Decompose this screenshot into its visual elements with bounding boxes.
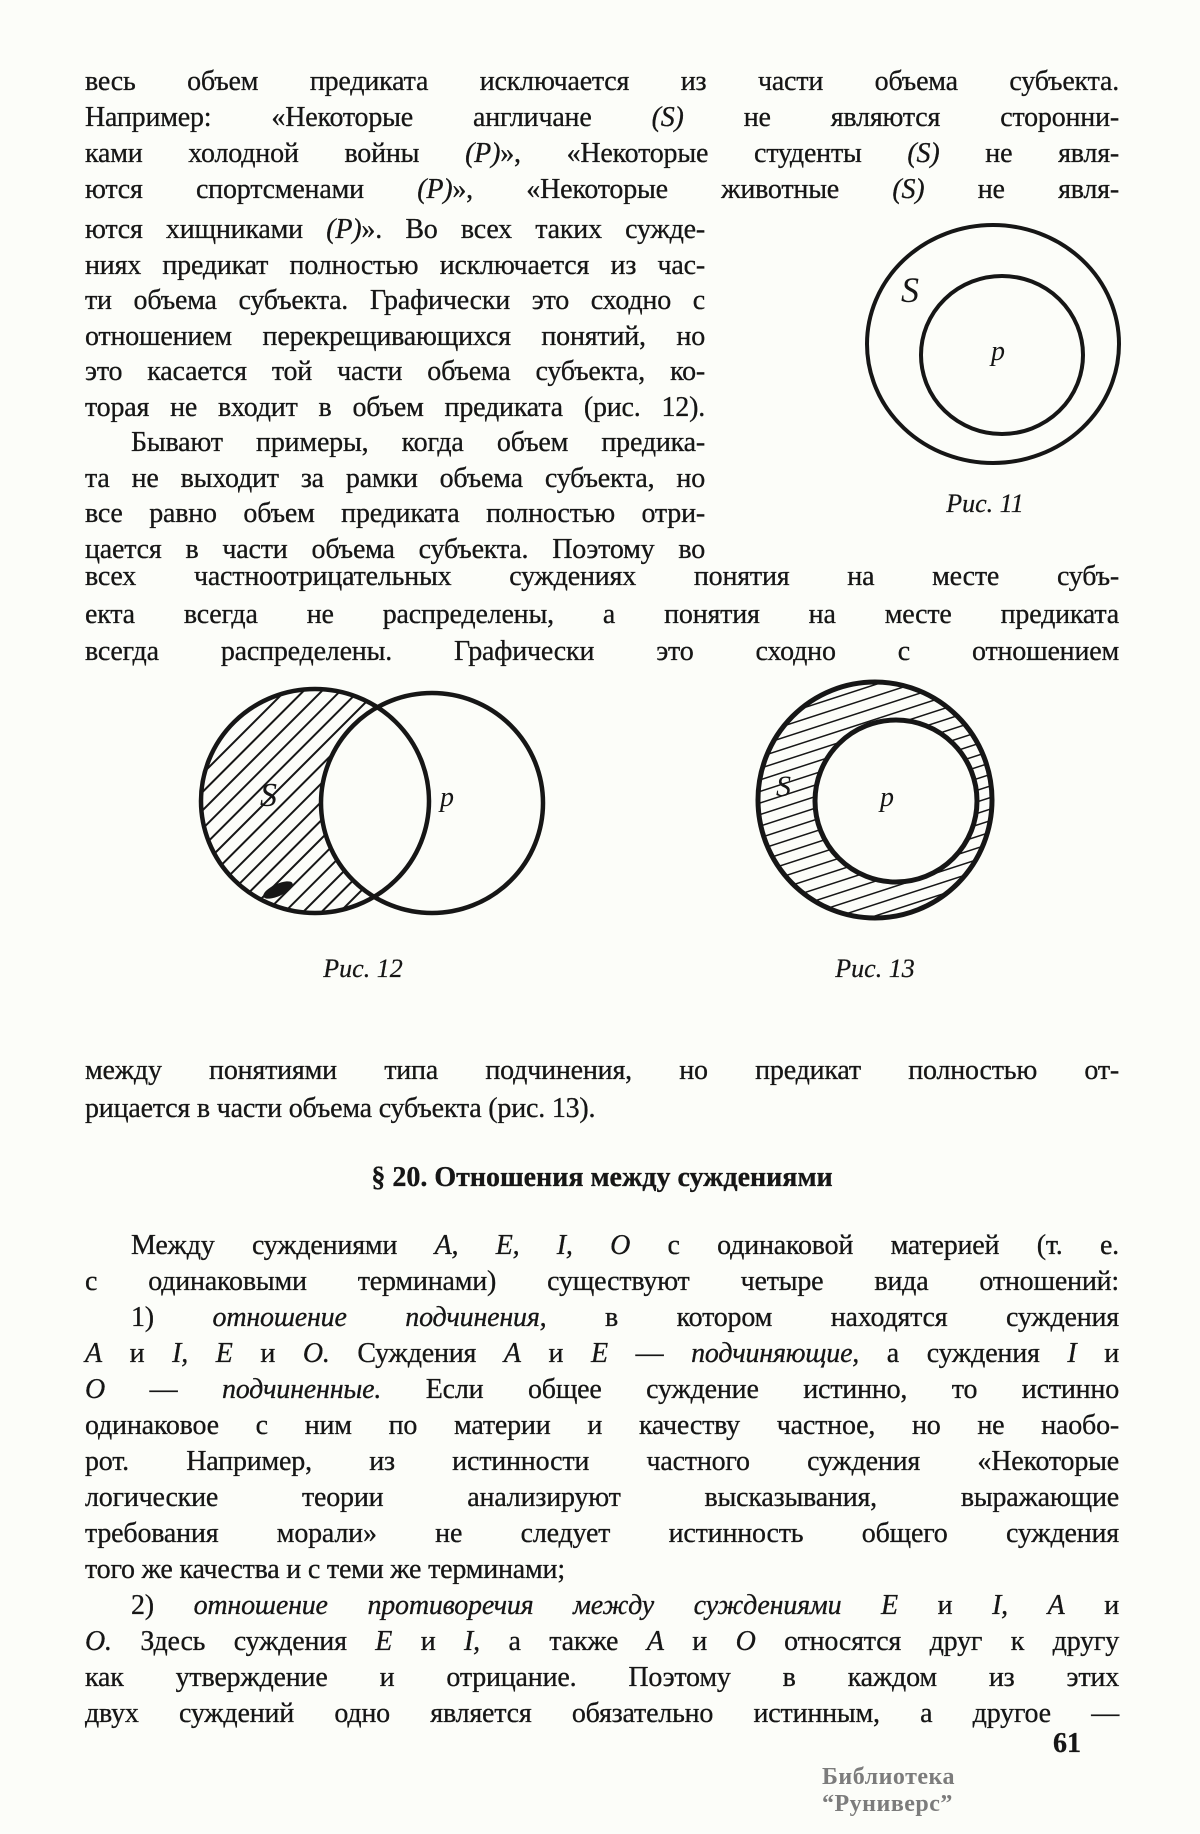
fig11-label-p: p bbox=[991, 336, 1005, 367]
text-line: цается в части объема субъекта. Поэтому во bbox=[85, 533, 705, 565]
page-number: 61 bbox=[1053, 1728, 1081, 1759]
text-line: логические теории анализируют высказывания, выражающие bbox=[85, 1482, 1119, 1513]
text-line: с одинаковыми терминами) существуют четыре вида отношений: bbox=[85, 1266, 1119, 1297]
text-line: А и I, Е и О. Суждения А и Е — подчиняющие, а суждения I и bbox=[85, 1338, 1119, 1369]
paragraph-middle bbox=[85, 558, 1119, 671]
fig13-diagram bbox=[698, 672, 1052, 952]
fig12-label-p: p bbox=[440, 782, 454, 813]
text-line: как утверждение и отрицание. Поэтому в каждом из этих bbox=[85, 1662, 1119, 1693]
text-line: екта всегда не распределены, а понятия на месте предиката bbox=[85, 598, 1119, 630]
text-line: рот. Например, из истинности частного суждения «Некоторые bbox=[85, 1446, 1119, 1477]
text-line: 2) отношение противоречия между суждениями Е и I, А и bbox=[131, 1590, 1119, 1621]
text-line: рицается в части объема субъекта (рис. 13). bbox=[85, 1092, 596, 1124]
fig13-inner-circle bbox=[815, 720, 977, 882]
text-line: Бывают примеры, когда объем предика- bbox=[131, 427, 705, 458]
text-line: между понятиями типа подчинения, но предикат полностью от- bbox=[85, 1055, 1119, 1086]
fig12-caption: Рис. 12 bbox=[323, 954, 403, 983]
text-line: Например: «Некоторые англичане (S) не являются сторонни- bbox=[85, 102, 1119, 133]
fig12-right-circle bbox=[321, 693, 543, 913]
text-line: требования морали» не следует истинность общего суждения bbox=[85, 1518, 1119, 1549]
paragraph-after-figures bbox=[85, 1052, 1119, 1127]
text-line: одинаковое с ним по материи и качеству частное, но не наобо- bbox=[85, 1410, 1119, 1441]
text-line: двух суждений одно является обязательно истинным, а другое — bbox=[85, 1698, 1119, 1729]
fig12-label-s: S bbox=[260, 777, 277, 814]
fig13-label-p: p bbox=[880, 782, 894, 813]
text-line: весь объем предиката исключается из части объема субъекта. bbox=[85, 66, 1119, 97]
text-line: О — подчиненные. Если общее суждение истинно, то истинно bbox=[85, 1374, 1120, 1405]
text-line: 1) отношение подчинения, в котором находятся суждения bbox=[131, 1302, 1119, 1333]
paragraph-section20 bbox=[85, 1228, 1119, 1732]
fig12-diagram bbox=[168, 678, 580, 950]
fig13-caption: Рис. 13 bbox=[835, 954, 915, 983]
text-line: это касается той части объема субъекта, ко- bbox=[85, 356, 705, 387]
fig13-venn-svg bbox=[698, 672, 1052, 952]
section-heading: § 20. Отношения между суждениями bbox=[371, 1162, 833, 1193]
text-line: отношением перекрещивающихся понятий, но bbox=[85, 320, 705, 352]
text-line: ются спортсменами (P)», «Некоторые животные (S) не явля- bbox=[85, 174, 1119, 205]
fig12-venn-svg bbox=[168, 678, 580, 950]
fig11-diagram bbox=[863, 220, 1127, 472]
text-line: та не выходит за рамки объема субъекта, но bbox=[85, 462, 705, 494]
text-line: все равно объем предиката полностью отри- bbox=[85, 498, 705, 529]
fig13-label-s: S bbox=[776, 770, 791, 803]
fig11-venn-svg bbox=[863, 220, 1127, 472]
text-line: того же качества и с теми же терминами; bbox=[85, 1554, 565, 1585]
library-watermark: Библиотека “Руниверс” bbox=[822, 1764, 955, 1817]
text-line: ками холодной войны (P)», «Некоторые студенты (S) не явля- bbox=[85, 138, 1119, 169]
paragraph-top bbox=[85, 64, 1119, 208]
text-line: всегда распределены. Графически это сходно с отношением bbox=[85, 636, 1119, 667]
text-line: всех частноотрицательных суждениях понятия на месте субъ- bbox=[85, 561, 1119, 592]
text-line: О. Здесь суждения Е и I, а также А и О относятся друг к другу bbox=[85, 1626, 1120, 1657]
paragraph-narrow-column bbox=[85, 212, 705, 567]
text-line: ти объема субъекта. Графически это сходно с bbox=[85, 285, 705, 316]
text-line: Между суждениями А, Е, I, О с одинаковой материей (т. е. bbox=[131, 1230, 1119, 1261]
text-line: ются хищниками (P)». Во всех таких сужде- bbox=[85, 214, 705, 245]
text-line: ниях предикат полностью исключается из час- bbox=[85, 249, 705, 281]
fig11-caption: Рис. 11 bbox=[946, 489, 1024, 518]
fig11-label-s: S bbox=[901, 270, 919, 310]
text-line: торая не входит в объем предиката (рис. 12). bbox=[85, 391, 705, 423]
